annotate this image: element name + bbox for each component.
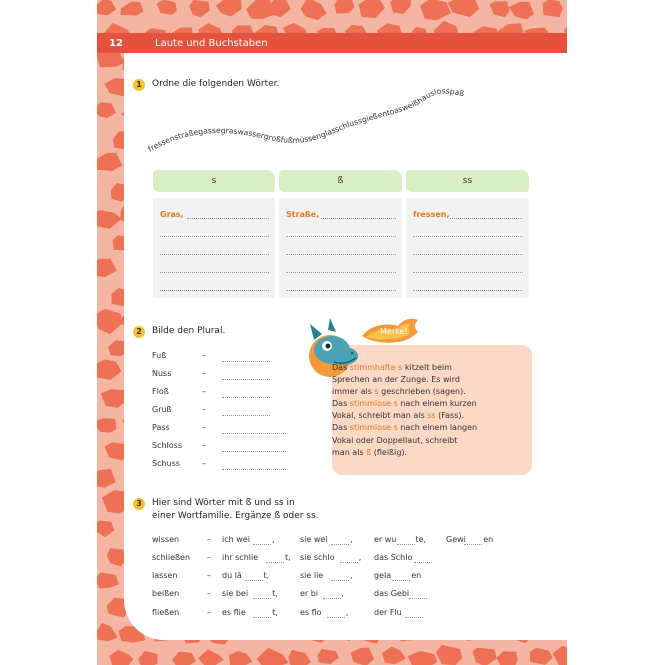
gap-blank[interactable] [340, 562, 358, 563]
plural-word: Fuß [152, 351, 167, 360]
dash: – [207, 535, 211, 544]
dash: – [202, 387, 206, 396]
dash: – [207, 589, 211, 598]
word-suffix: t, [272, 589, 278, 598]
plural-word: Pass [152, 423, 170, 432]
merke-highlight: s [374, 387, 379, 397]
svg-text:fressenstraßegassegraswassergr [146, 86, 465, 153]
plural-word: Schuss [152, 459, 180, 468]
column-header-ss: ss [406, 170, 529, 192]
gap-blank[interactable] [414, 562, 432, 563]
write-line[interactable] [222, 451, 286, 452]
merke-text-segment: kitzelt beim [402, 363, 452, 372]
column-ss [406, 198, 529, 298]
plural-word: Nuss [152, 369, 172, 378]
column-start-word: fressen, [413, 210, 450, 219]
base-word: schließen [152, 553, 191, 562]
word-suffix: t, [263, 571, 270, 580]
merke-text-segment: nach einem langen [397, 423, 478, 433]
column-header-s: s [153, 170, 275, 192]
base-word: fließen [152, 608, 180, 617]
write-line[interactable] [160, 272, 269, 273]
gap-blank[interactable] [331, 580, 349, 581]
write-line[interactable] [286, 272, 396, 273]
gap-blank[interactable] [253, 598, 271, 599]
write-line[interactable] [160, 254, 269, 255]
write-line[interactable] [450, 218, 523, 219]
dash: – [207, 571, 211, 580]
word-stem: ihr schlie [222, 553, 259, 562]
column-header-eszett: ß [279, 170, 402, 192]
merke-text-segment: Das [332, 399, 350, 409]
write-line[interactable] [222, 379, 270, 380]
task3-instruction-line2: einer Wortfamilie. Ergänze ß oder ss. [152, 511, 319, 521]
word-suffix: , [350, 535, 353, 544]
gap-blank[interactable] [392, 580, 410, 581]
word-stem: er wu [374, 535, 397, 544]
write-line[interactable] [160, 290, 269, 291]
word-suffix: t, [272, 608, 278, 617]
gap-blank[interactable] [253, 617, 271, 618]
write-line[interactable] [321, 218, 396, 219]
gap-blank[interactable] [253, 544, 271, 545]
word-stem: das Gebi [374, 589, 410, 598]
word-suffix: , [272, 535, 275, 544]
merke-highlight: ss [427, 411, 436, 421]
merke-line [332, 422, 510, 434]
merke-highlight: stimmlose s [349, 399, 398, 409]
word-stem: du lä [222, 571, 242, 580]
word-suffix: , [341, 589, 345, 598]
merke-highlight: ß [366, 447, 372, 457]
write-line[interactable] [222, 397, 270, 398]
write-line[interactable] [286, 290, 396, 291]
write-line[interactable] [222, 469, 286, 470]
dash: – [207, 553, 211, 562]
write-line[interactable] [286, 254, 396, 255]
word-suffix: en [411, 571, 422, 580]
word-stem: sie bei [222, 589, 249, 598]
gap-blank[interactable] [323, 598, 341, 599]
dash: – [202, 369, 206, 378]
merke-text-segment: nach einem kurzen [397, 399, 477, 409]
gap-blank[interactable] [405, 617, 423, 618]
gap-blank[interactable] [327, 617, 345, 618]
word-stem: das Schlo [374, 553, 413, 562]
dash: – [202, 405, 206, 414]
gap-blank[interactable] [409, 598, 427, 599]
merke-line [332, 447, 510, 459]
merke-highlight: stimmhafte s [349, 363, 403, 372]
task2-instruction: Bilde den Plural. [152, 326, 226, 336]
dash: – [202, 423, 206, 432]
word-suffix: , [345, 608, 349, 617]
merke-text-segment: immer als [332, 387, 375, 397]
gap-blank[interactable] [464, 544, 482, 545]
dash: – [207, 608, 211, 617]
task-number-badge: 3 [133, 498, 145, 510]
word-snake-text: fressenstraßegassegraswassergroßfußmüssenglasschlussgießentoasweißhauslosspaß [146, 86, 466, 154]
write-line[interactable] [413, 272, 523, 273]
dash: – [202, 351, 206, 360]
merke-line [332, 435, 510, 447]
gap-blank[interactable] [266, 562, 284, 563]
write-line[interactable] [160, 236, 269, 237]
word-stem: sie wei [300, 535, 328, 544]
write-line[interactable] [286, 236, 396, 237]
write-line[interactable] [222, 361, 270, 362]
base-word: lassen [152, 571, 178, 580]
merke-label: Merke! [380, 327, 408, 336]
task-number-badge: 2 [133, 326, 145, 338]
merke-text-segment: man als [332, 447, 367, 457]
write-line[interactable] [413, 254, 523, 255]
plural-word: Gruß [152, 405, 172, 414]
column-eszett [279, 198, 402, 298]
task1-instruction: Ordne die folgenden Wörter. [152, 79, 280, 89]
base-word: beißen [152, 589, 180, 598]
word-stem: Gewi [446, 535, 466, 544]
write-line[interactable] [187, 218, 269, 219]
merke-line [332, 386, 510, 398]
plural-word: Floß [152, 387, 169, 396]
merke-line [332, 362, 510, 374]
gap-blank[interactable] [245, 580, 263, 581]
merke-highlight: stimmlose s [349, 423, 398, 433]
write-line[interactable] [413, 290, 523, 291]
word-suffix: t, [285, 553, 291, 562]
write-line[interactable] [222, 433, 286, 434]
word-suffix: en [483, 535, 494, 544]
merke-text-segment: (fleißig). [371, 447, 408, 457]
column-start-word: Gras, [160, 210, 184, 219]
word-stem: gela [374, 571, 392, 580]
merke-text-segment: Sprechen an der Zunge. Es wird [332, 375, 461, 385]
base-word: wissen [152, 535, 180, 544]
merke-text [332, 362, 510, 459]
chapter-title: Laute und Buchstaben [155, 37, 268, 49]
gap-blank[interactable] [397, 544, 415, 545]
write-line[interactable] [413, 236, 523, 237]
merke-line [332, 398, 510, 410]
word-stem: sie schlo [300, 553, 335, 562]
plural-word: Schloss [152, 441, 182, 450]
word-stem: ich wei [222, 535, 250, 544]
word-stem: es flie [222, 608, 246, 617]
column-start-word: Straße, [286, 210, 320, 219]
word-suffix: te, [415, 535, 427, 544]
merke-line [332, 410, 510, 422]
dash: – [202, 441, 206, 450]
merke-text-segment: Vokal, schreibt man als [332, 411, 428, 421]
merke-text-segment: (Fass). [435, 411, 465, 421]
word-stem: es flo [300, 608, 322, 617]
gap-blank[interactable] [331, 544, 349, 545]
word-suffix: , [350, 571, 353, 580]
column-s [153, 198, 275, 298]
write-line[interactable] [222, 415, 270, 416]
merke-text-segment: Das [332, 423, 350, 433]
task3-instruction-line1: Hier sind Wörter mit ß und ss in [152, 498, 295, 508]
merke-text-segment: Vokal oder Doppellaut, schreibt [332, 435, 458, 445]
task-number-badge: 1 [133, 79, 145, 91]
merke-line [332, 374, 510, 386]
word-stem: er bi [300, 589, 319, 598]
page-number: 12 [109, 37, 123, 49]
word-stem: sie lie [300, 571, 324, 580]
word-suffix: , [358, 553, 362, 562]
merke-text-segment: Das [332, 363, 350, 372]
dash: – [202, 459, 206, 468]
merke-text-segment: geschrieben (sagen). [378, 387, 466, 397]
word-stem: der Flu [374, 608, 402, 617]
